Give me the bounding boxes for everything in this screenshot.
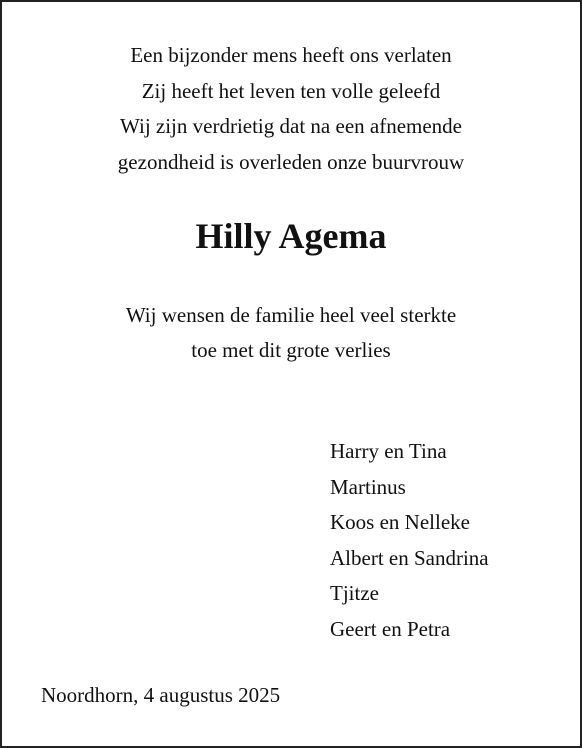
- place-date: Noordhorn, 4 augustus 2025: [41, 683, 281, 707]
- condolence-line: toe met dit grote verlies: [191, 338, 391, 362]
- signer: Tjitze: [330, 581, 379, 605]
- deceased-name: Hilly Agema: [195, 216, 387, 256]
- signer: Koos en Nelleke: [330, 510, 470, 534]
- intro-line: Zij heeft het leven ten volle geleefd: [141, 78, 441, 103]
- condolence-text: [2, 298, 580, 368]
- signer: Albert en Sandrina: [330, 545, 489, 570]
- intro-line: Wij zijn verdrietig dat na een afnemende: [120, 114, 462, 138]
- signer: Harry en Tina: [330, 439, 447, 463]
- signer: Martinus: [330, 474, 406, 499]
- intro-line: gezondheid is overleden onze buurvrouw: [117, 149, 465, 174]
- signer: Geert en Petra: [330, 616, 451, 641]
- intro-text: [2, 38, 580, 180]
- signers-list: [330, 434, 489, 647]
- condolence-line: Wij wensen de familie heel veel sterkte: [125, 303, 457, 327]
- intro-line: Een bijzonder mens heeft ons verlaten: [130, 43, 452, 67]
